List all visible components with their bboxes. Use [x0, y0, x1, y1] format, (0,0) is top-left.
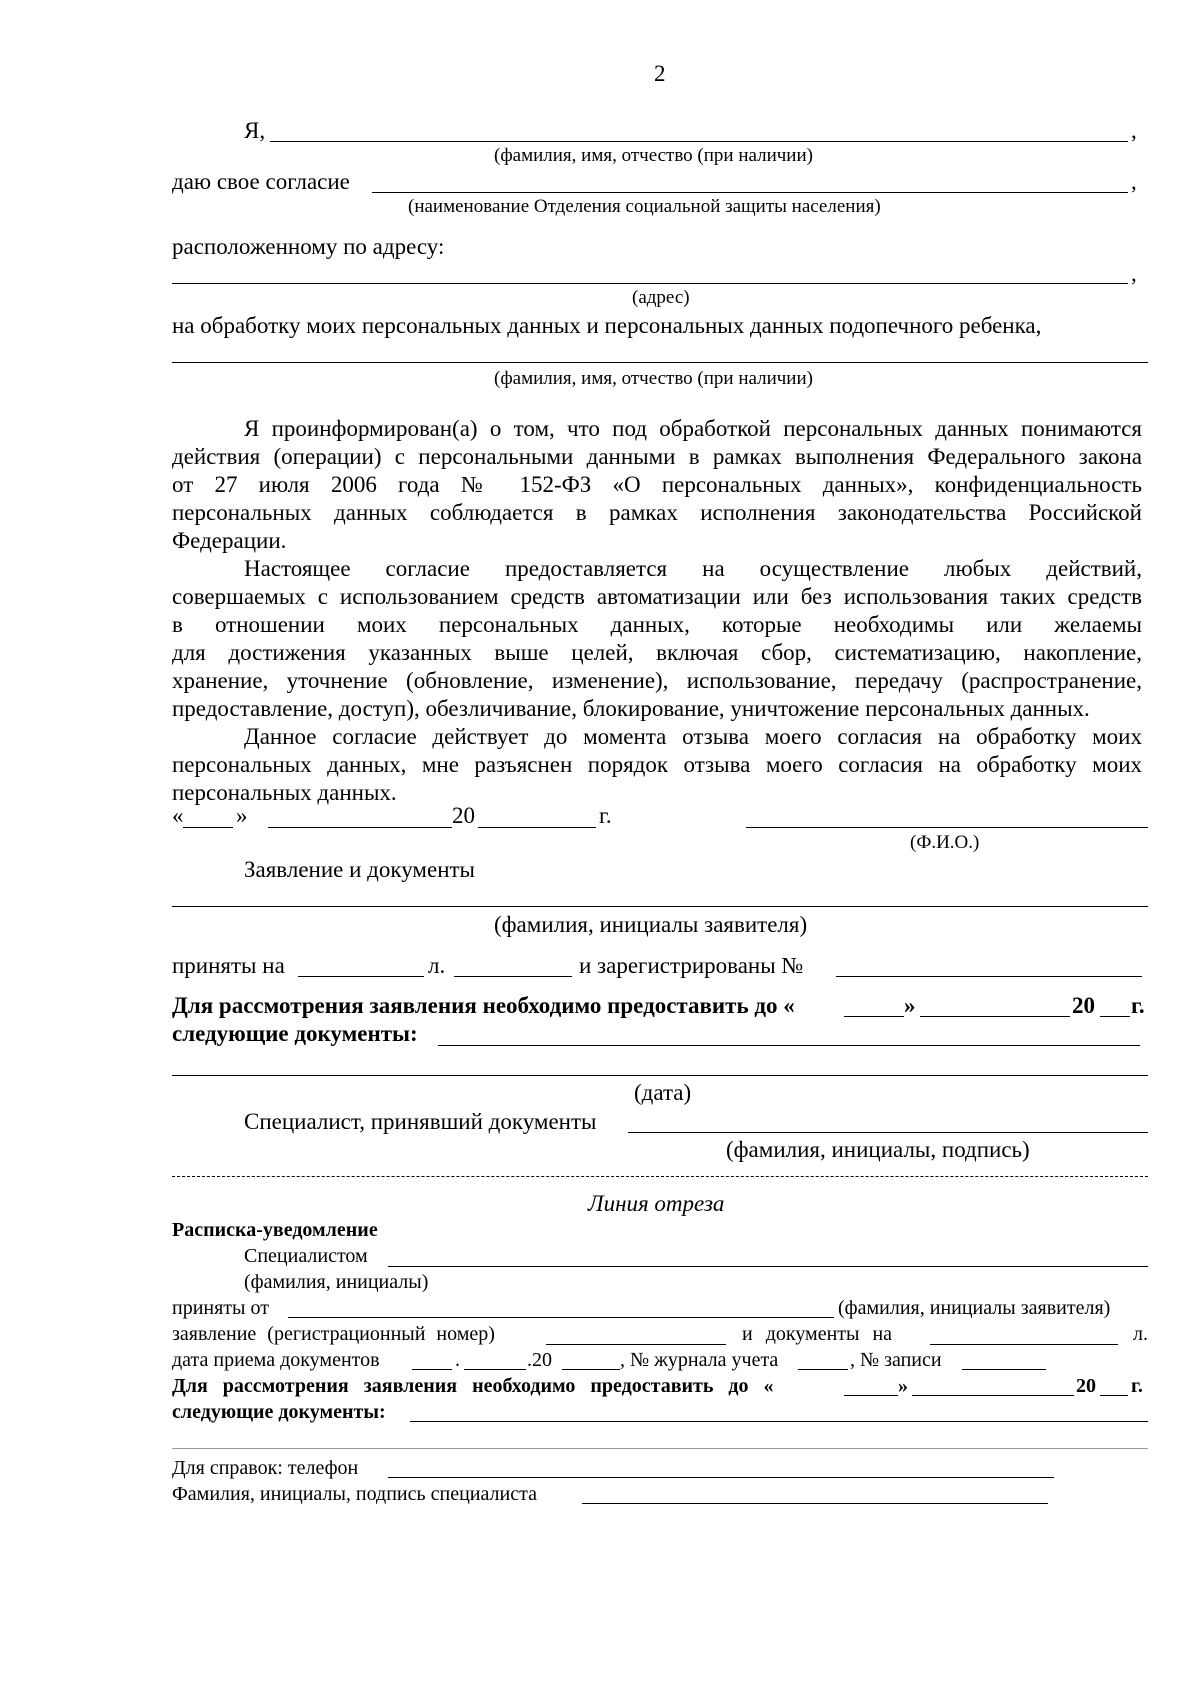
specialist-sign-label: Фамилия, инициалы, подпись специалиста — [172, 1483, 537, 1505]
page-number: 2 — [654, 61, 666, 86]
para-line: действия (операции) с персональными данными в рамках выполнения Федерального закона — [172, 444, 1142, 469]
para-line: Я проинформирован(а) о том, что под обработкой персональных данных понимаются — [244, 416, 1142, 441]
cut-line — [172, 1176, 1148, 1177]
child-fio-field[interactable] — [172, 362, 1148, 363]
caption-applicant: (фамилия, инициалы заявителя) — [494, 912, 808, 937]
prinyaty-na-label: приняты на — [172, 953, 285, 978]
docs-field[interactable] — [438, 1045, 1140, 1046]
docs-on-label: и документы на — [742, 1323, 893, 1345]
deadline-year-prefix: 20 — [1072, 993, 1095, 1018]
comma: , — [1131, 169, 1137, 194]
para-line: персональных данных, мне разъяснен порядок отзыва моего согласия на обработку моих — [172, 752, 1142, 777]
specialist-label: Специалист, принявший документы — [244, 1109, 597, 1134]
docs-field-2[interactable] — [172, 1075, 1148, 1076]
caption-fio: (фамилия, имя, отчество (при наличии) — [494, 145, 813, 166]
date-year-prefix: 20 — [452, 803, 475, 828]
pages-field[interactable] — [298, 976, 424, 977]
fio-field[interactable] — [270, 141, 1128, 142]
specialist-sign-field[interactable] — [582, 1503, 1048, 1504]
applicant-field[interactable] — [172, 906, 1148, 907]
notice-docs-label: следующие документы: — [172, 1401, 386, 1423]
notice-docs-field[interactable] — [410, 1421, 1148, 1422]
specialistom-label: Специалистом — [244, 1245, 368, 1267]
signature-fio-field[interactable] — [746, 827, 1148, 828]
na-obrabotku-label: на обработку моих персональных данных и персональных данных подопечного ребенка, — [172, 313, 1042, 338]
date-year-field[interactable] — [478, 827, 596, 828]
accept-date-label: дата приема документов — [172, 1349, 380, 1371]
para-line: хранение, уточнение (обновление, изменение), использование, передачу (распространение, — [172, 668, 1142, 693]
prinyaty-ot-field[interactable] — [288, 1317, 834, 1318]
para-line: для достижения указанных выше целей, включая сбор, систематизацию, накопление, — [172, 640, 1142, 665]
record-field[interactable] — [962, 1369, 1046, 1370]
para-line: Федерации. — [172, 528, 287, 553]
para-line: персональных данных соблюдается в рамках исполнения законодательства Российской — [172, 500, 1142, 525]
address-field[interactable] — [172, 283, 1128, 284]
registration-number-field[interactable] — [836, 976, 1142, 977]
reg-number-label: заявление (регистрационный номер) — [172, 1323, 495, 1345]
zayavlenie-label: Заявление и документы — [244, 857, 476, 882]
deadline-month-field[interactable] — [920, 1016, 1070, 1017]
cut-line-label: Линия отреза — [588, 1191, 725, 1216]
para-line: совершаемых с использованием средств автоматизации или без использования таких средств — [172, 584, 1142, 609]
paragraph-consent-scope — [172, 555, 1142, 723]
caption-address: (адрес) — [632, 287, 690, 308]
specialistom-field[interactable] — [388, 1266, 1148, 1267]
notice-deadline-year-prefix: 20 — [1076, 1375, 1096, 1397]
date-day-field[interactable] — [183, 827, 233, 828]
pages-field-2[interactable] — [454, 976, 572, 977]
journal-field[interactable] — [798, 1369, 848, 1370]
caption-fio2: (фамилия, имя, отчество (при наличии) — [494, 368, 813, 389]
phone-label: Для справок: телефон — [172, 1457, 359, 1479]
l-label: л. — [428, 953, 446, 978]
registered-label: и зарегистрированы № — [579, 953, 804, 978]
notice-deadline-label: Для рассмотрения заявления необходимо предоставить до « — [172, 1375, 774, 1397]
date-close-quote: » — [236, 803, 248, 828]
dayu-label: даю свое согласие — [172, 169, 350, 194]
date-open-quote: « — [172, 803, 184, 828]
caption-date: (дата) — [634, 1080, 692, 1105]
notice-deadline-g: г. — [1131, 1375, 1143, 1397]
date-month-field[interactable] — [268, 827, 452, 828]
paragraph-informed — [172, 415, 1142, 555]
para-line: в отношении моих персональных данных, которые необходимы или желаемы — [172, 612, 1142, 637]
caption-org: (наименование Отделения социальной защиты населения) — [408, 196, 881, 217]
caption-applicant-notice: (фамилия, инициалы заявителя) — [838, 1297, 1111, 1319]
dot-20: .20 — [527, 1349, 552, 1371]
accept-month-field[interactable] — [464, 1369, 526, 1370]
docs-label: следующие документы: — [172, 1021, 418, 1046]
reg-number-field[interactable] — [546, 1344, 726, 1345]
accept-day-field[interactable] — [412, 1369, 452, 1370]
para-line: предоставление, доступ), обезличивание, блокирование, уничтожение персональных данных. — [172, 696, 1090, 721]
comma: , — [1131, 261, 1137, 286]
divider — [172, 1448, 1148, 1449]
deadline-day-field[interactable] — [844, 1016, 904, 1017]
deadline-close-quote: » — [904, 993, 916, 1018]
raspol-label: расположенному по адресу: — [172, 234, 445, 259]
org-field[interactable] — [372, 192, 1128, 193]
ya-label: Я, — [244, 118, 266, 143]
caption-fio-short: (Ф.И.О.) — [910, 832, 980, 853]
record-label: , № записи — [850, 1349, 942, 1371]
l-label-notice: л. — [1133, 1323, 1148, 1345]
docs-pages-field[interactable] — [930, 1344, 1118, 1345]
caption-sign: (фамилия, инициалы, подпись) — [726, 1137, 1030, 1162]
caption-initials: (фамилия, инициалы) — [244, 1271, 429, 1293]
notice-deadline-close-quote: » — [898, 1375, 908, 1397]
accept-year-field[interactable] — [562, 1369, 620, 1370]
deadline-year-field[interactable] — [1100, 1016, 1130, 1017]
prinyaty-ot-label: приняты от — [172, 1297, 269, 1319]
notice-deadline-year-field[interactable] — [1100, 1395, 1128, 1396]
journal-label: , № журнала учета — [620, 1349, 779, 1371]
specialist-field[interactable] — [628, 1132, 1148, 1133]
notice-deadline-month-field[interactable] — [912, 1395, 1074, 1396]
phone-field[interactable] — [388, 1477, 1054, 1478]
comma: , — [1131, 118, 1137, 143]
dot: . — [455, 1349, 460, 1371]
para-line: персональных данных. — [172, 780, 397, 805]
paragraph-validity — [172, 723, 1142, 807]
para-line: Настоящее согласие предоставляется на осуществление любых действий, — [244, 556, 1142, 581]
deadline-label: Для рассмотрения заявления необходимо предоставить до « — [172, 993, 795, 1018]
notice-deadline-day-field[interactable] — [844, 1395, 898, 1396]
deadline-g: г. — [1131, 993, 1145, 1018]
date-year-suffix: г. — [599, 803, 612, 828]
para-line: от 27 июля 2006 года № 152-ФЗ «О персональных данных», конфиденциальность — [172, 472, 1142, 497]
notice-title: Расписка-уведомление — [172, 1219, 378, 1241]
para-line: Данное согласие действует до момента отзыва моего согласия на обработку моих — [244, 724, 1142, 749]
